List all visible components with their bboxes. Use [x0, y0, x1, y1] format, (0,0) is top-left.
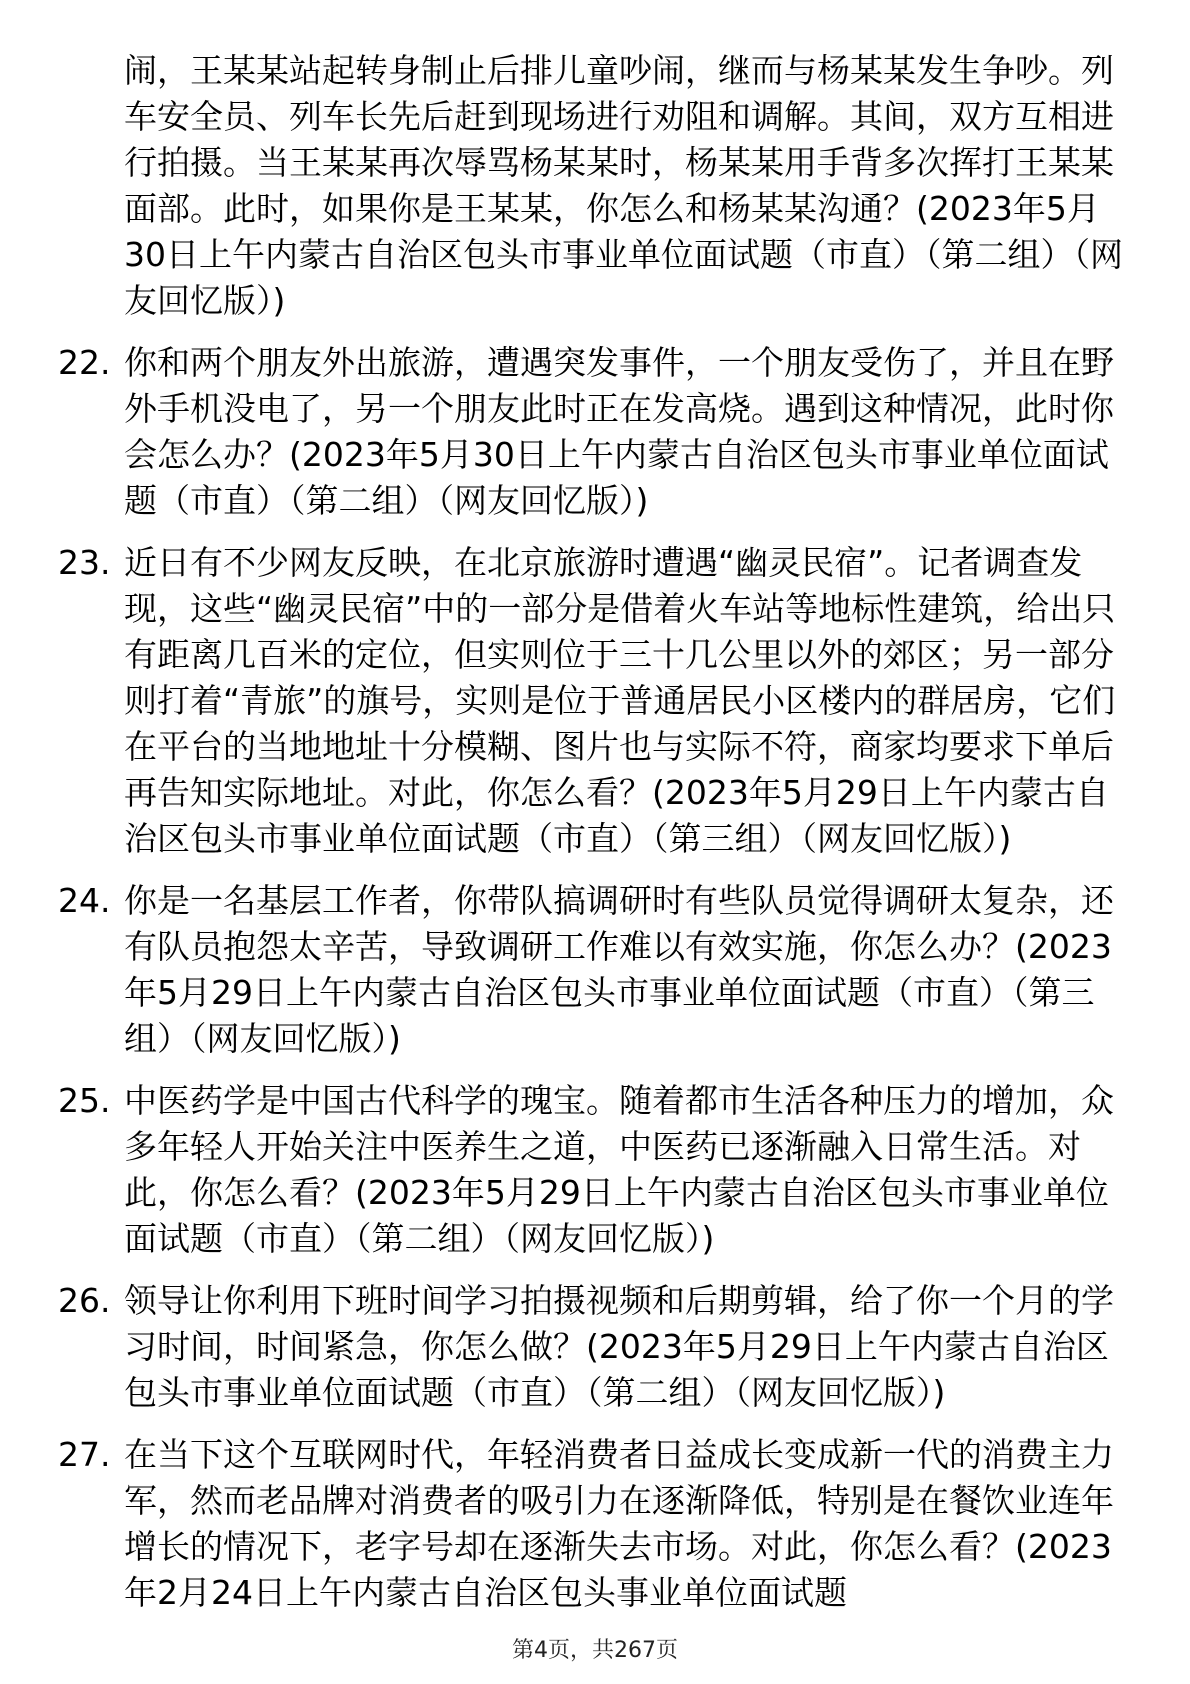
question-item: [58, 878, 1118, 1062]
question-text: 你是一名基层工作者，你带队搞调研时有些队员觉得调研太复杂，还有队员抱怨太辛苦，导致调研工作难以有效实施，你怎么办？(2023年5月29日上午内蒙古自治区包头市事业单位面试题（市直）（第三组）（网友回忆版）): [124, 881, 1114, 1058]
question-list: [58, 48, 1123, 1632]
question-number: 25.: [58, 1081, 111, 1120]
question-item: [58, 1432, 1118, 1616]
question-text: 你和两个朋友外出旅游，遭遇突发事件，一个朋友受伤了，并且在野外手机没电了，另一个朋友此时正在发高烧。遇到这种情况，此时你会怎么办？(2023年5月30日上午内蒙古自治区包头市事业单位面试题（市直）（第二组）（网友回忆版）): [124, 343, 1114, 520]
question-number: 24.: [58, 881, 111, 920]
question-21-continuation: 闹，王某某站起转身制止后排儿童吵闹，继而与杨某某发生争吵。列车安全员、列车长先后赶到现场进行劝阻和调解。其间，双方互相进行拍摄。当王某某再次辱骂杨某某时，杨某某用手背多次挥打王某某面部。此时，如果你是王某某，你怎么和杨某某沟通？(2023年5月30日上午内蒙古自治区包头市事业单位面试题（市直）（第二组）（网友回忆版）): [124, 51, 1123, 320]
question-number: 26.: [58, 1281, 111, 1320]
question-text: 中医药学是中国古代科学的瑰宝。随着都市生活各种压力的增加，众多年轻人开始关注中医养生之道，中医药已逐渐融入日常生活。对此，你怎么看？(2023年5月29日上午内蒙古自治区包头市事业单位面试题（市直）（第二组）（网友回忆版）): [124, 1081, 1114, 1258]
question-item: [58, 1278, 1118, 1416]
question-item: [58, 1078, 1118, 1262]
question-text: 领导让你利用下班时间学习拍摄视频和后期剪辑，给了你一个月的学习时间，时间紧急，你怎么做？(2023年5月29日上午内蒙古自治区包头市事业单位面试题（市直）（第二组）（网友回忆版）): [124, 1281, 1114, 1412]
question-number: 27.: [58, 1435, 111, 1474]
page-footer: 第4页，共267页: [512, 1638, 678, 1663]
question-number: 23.: [58, 543, 111, 582]
question-text: 近日有不少网友反映，在北京旅游时遭遇“幽灵民宿”。记者调查发现，这些“幽灵民宿”中的一部分是借着火车站等地标性建筑，给出只有距离几百米的定位，但实则位于三十几公里以外的郊区；另一部分则打着“青旅”的旗号，实则是位于普通居民小区楼内的群居房，它们在平台的当地地址十分模糊、图片也与实际不符，商家均要求下单后再告知实际地址。对此，你怎么看？(2023年5月29日上午内蒙古自治区包头市事业单位面试题（市直）（第三组）（网友回忆版）): [124, 543, 1116, 858]
question-item: [58, 340, 1118, 524]
question-text: 在当下这个互联网时代，年轻消费者日益成长变成新一代的消费主力军，然而老品牌对消费者的吸引力在逐渐降低，特别是在餐饮业连年增长的情况下，老字号却在逐渐失去市场。对此，你怎么看？(2023年2月24日上午内蒙古自治区包头事业单位面试题: [124, 1435, 1114, 1612]
question-item: [58, 540, 1118, 862]
question-number: 22.: [58, 343, 111, 382]
